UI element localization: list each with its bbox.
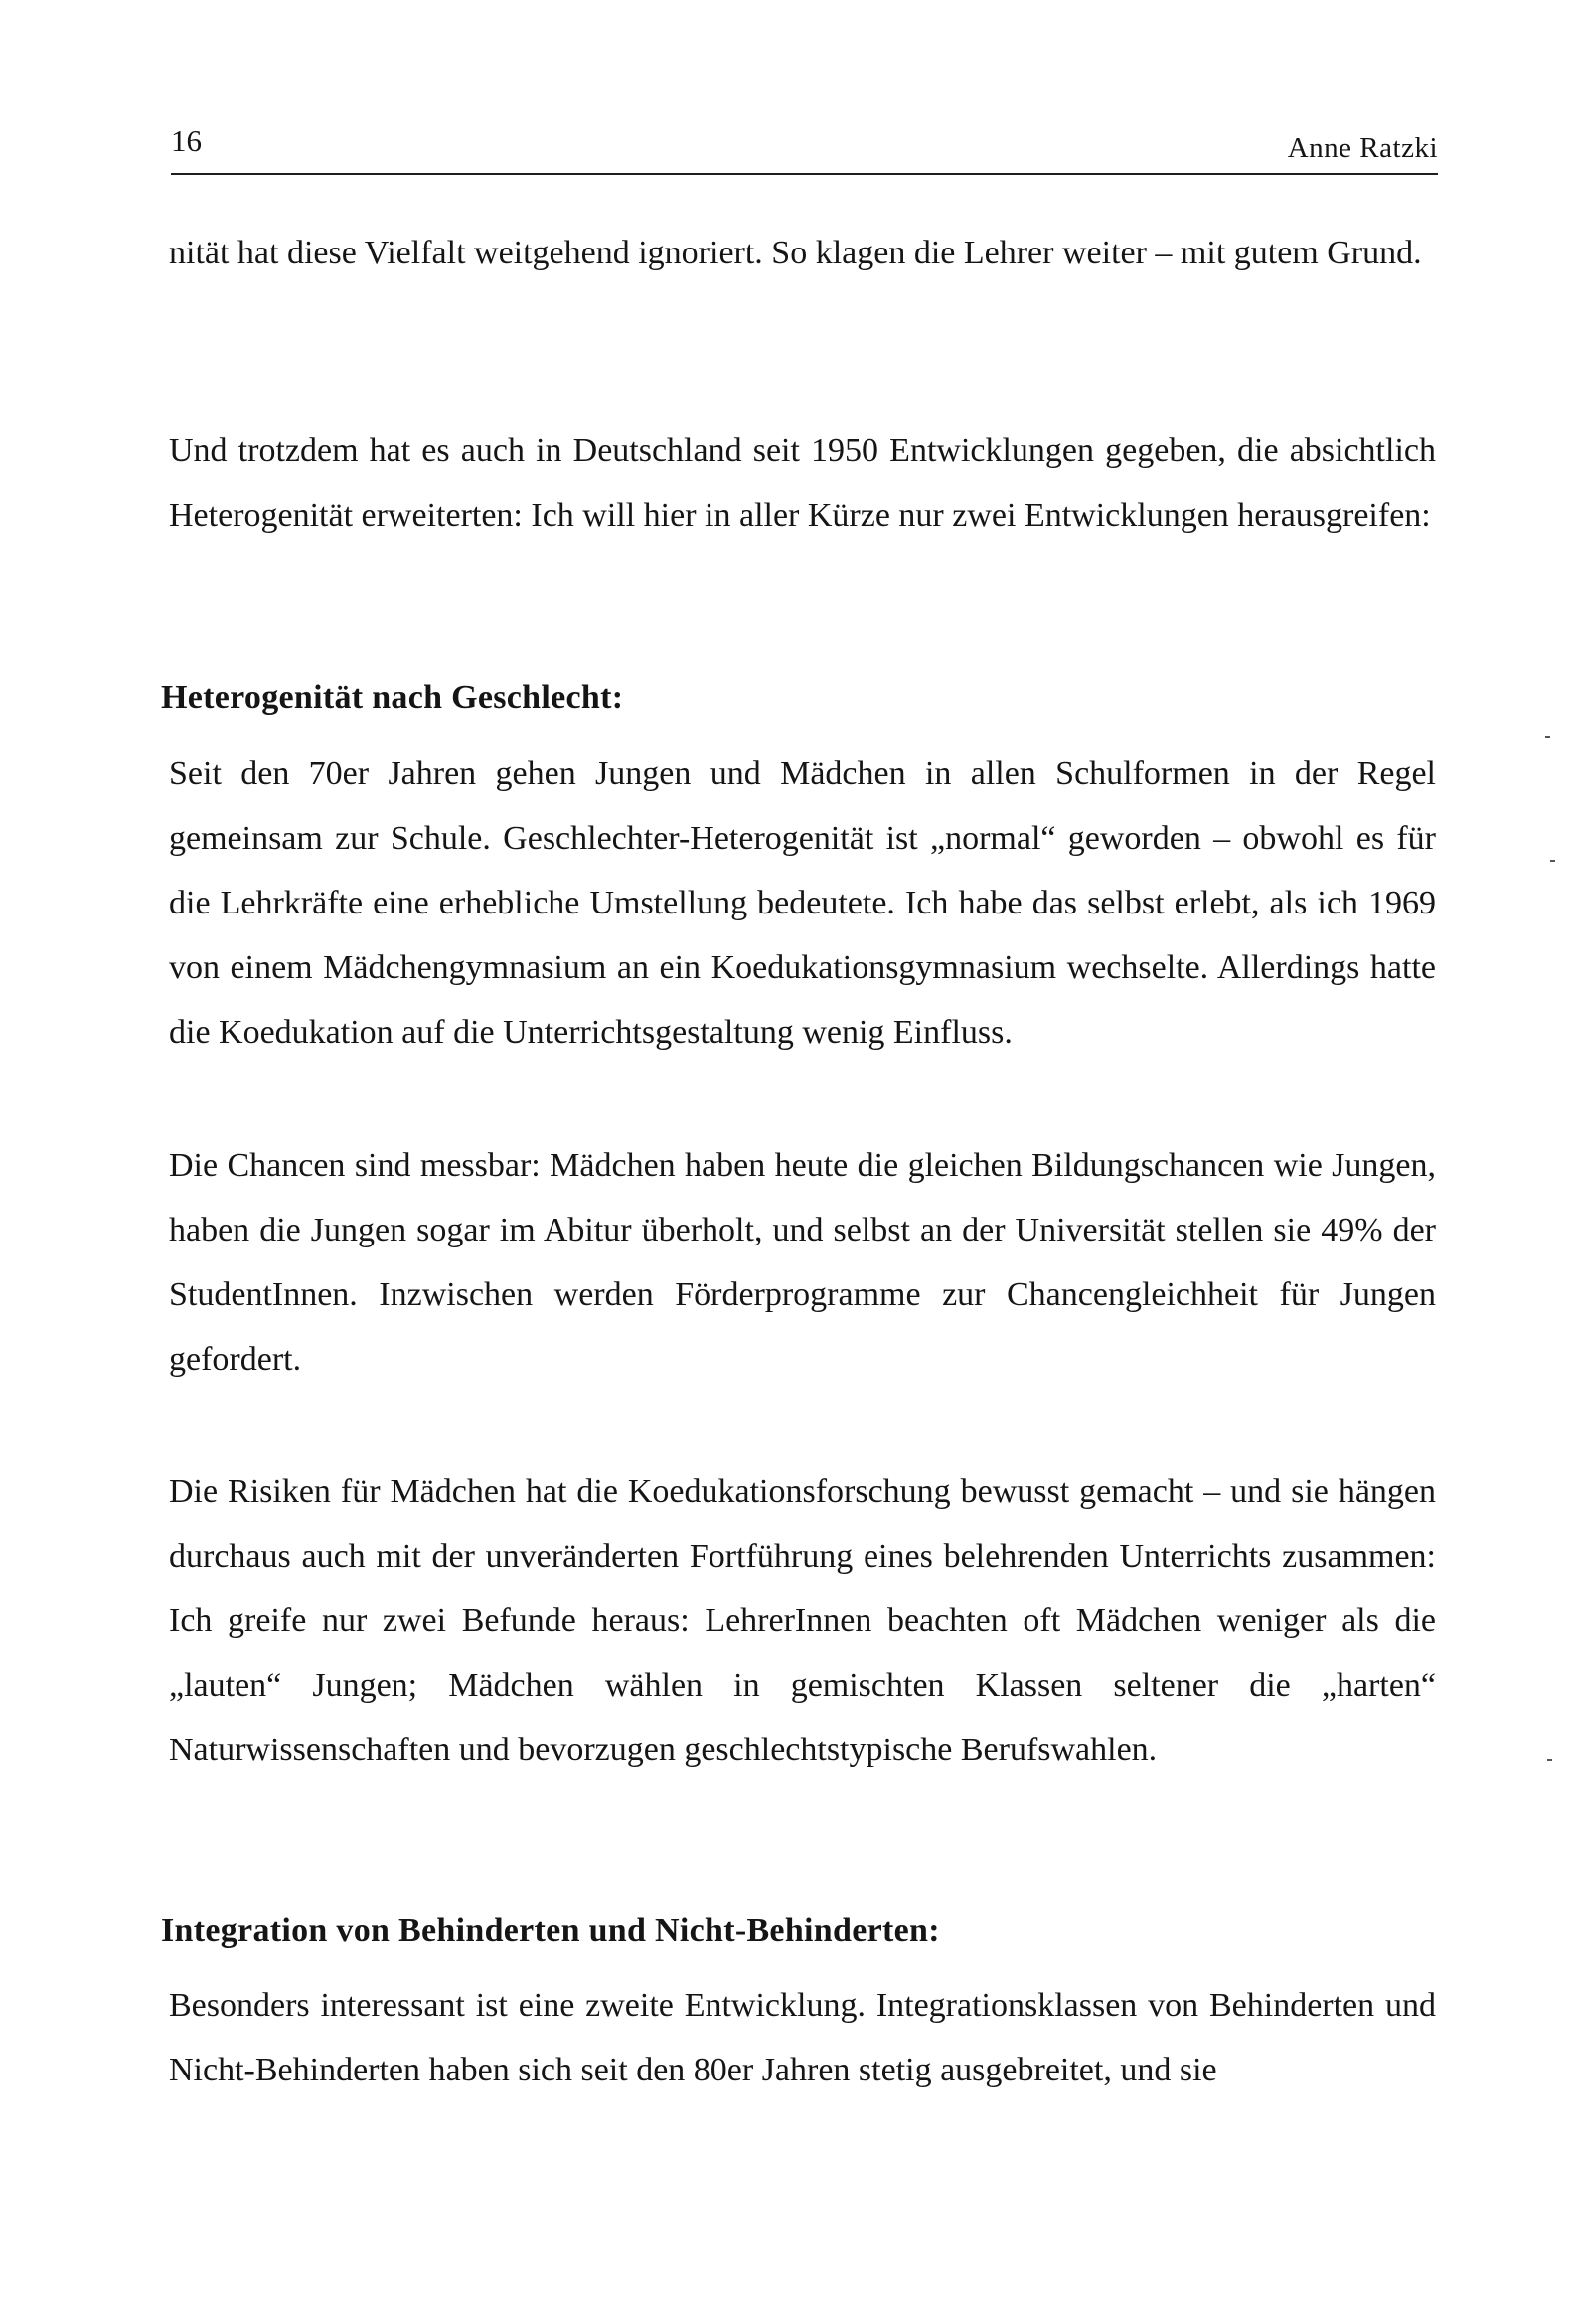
- paragraph-intro: Und trotzdem hat es auch in Deutschland seit 1950 Entwicklungen gegeben, die absichtlich Heterogenität erweiterten: Ich will hier in aller Kürze nur zwei Entwicklungen herausgreifen:: [169, 432, 1436, 534]
- paragraph-continued: nität hat diese Vielfalt weitgehend ignoriert. So klagen die Lehrer weiter – mit gutem Grund.: [169, 235, 1422, 271]
- paragraph-integration: Besonders interessant ist eine zweite Entwicklung. Integrationsklassen von Behinderten und Nicht-Behinderten haben sich seit den 80er Jahren stetig ausgebreitet, und sie: [169, 1987, 1436, 2088]
- paragraph-coeducation: Seit den 70er Jahren gehen Jungen und Mädchen in allen Schulformen in der Regel gemeinsam zur Schule. Geschlechter-Heterogenität ist „normal“ geworden – obwohl es für die Lehrkräfte eine erhebliche Umstellung bedeutete. Ich habe das selbst erlebt, als ich 1969 von einem Mädchengymnasium an ein Koedukationsgymnasium wechselte. Allerdings hatte die Koedukation auf die Unterrichtsgestaltung wenig Einfluss.: [169, 755, 1436, 1051]
- running-head-author: Anne Ratzki: [1287, 132, 1438, 164]
- paragraph-chances: Die Chancen sind messbar: Mädchen haben heute die gleichen Bildungschancen wie Jungen, haben die Jungen sogar im Abitur überholt, und selbst an der Universität stellen sie 49% der StudentInnen. Inzwischen werden Förderprogramme zur Chancengleichheit für Jungen gefordert.: [169, 1147, 1436, 1378]
- page-number: 16: [171, 123, 202, 158]
- scan-margin-mark: [1545, 736, 1550, 738]
- running-head: [171, 117, 1438, 175]
- scan-margin-mark: [1550, 860, 1555, 862]
- section-heading-gender: Heterogenität nach Geschlecht:: [161, 679, 624, 716]
- section-heading-integration: Integration von Behinderten und Nicht-Behinderten:: [161, 1912, 940, 1949]
- paragraph-risks: Die Risiken für Mädchen hat die Koedukationsforschung bewusst gemacht – und sie hängen durchaus auch mit der unveränderten Fortführung eines belehrenden Unterrichts zusammen: Ich greife nur zwei Befunde heraus: LehrerInnen beachten oft Mädchen weniger als die „lauten“ Jungen; Mädchen wählen in gemischten Klassen seltener die „harten“ Naturwissenschaften und bevorzugen geschlechtstypische Berufswahlen.: [169, 1473, 1436, 1768]
- scan-margin-mark: [1547, 1759, 1552, 1761]
- header-rule: [171, 173, 1438, 175]
